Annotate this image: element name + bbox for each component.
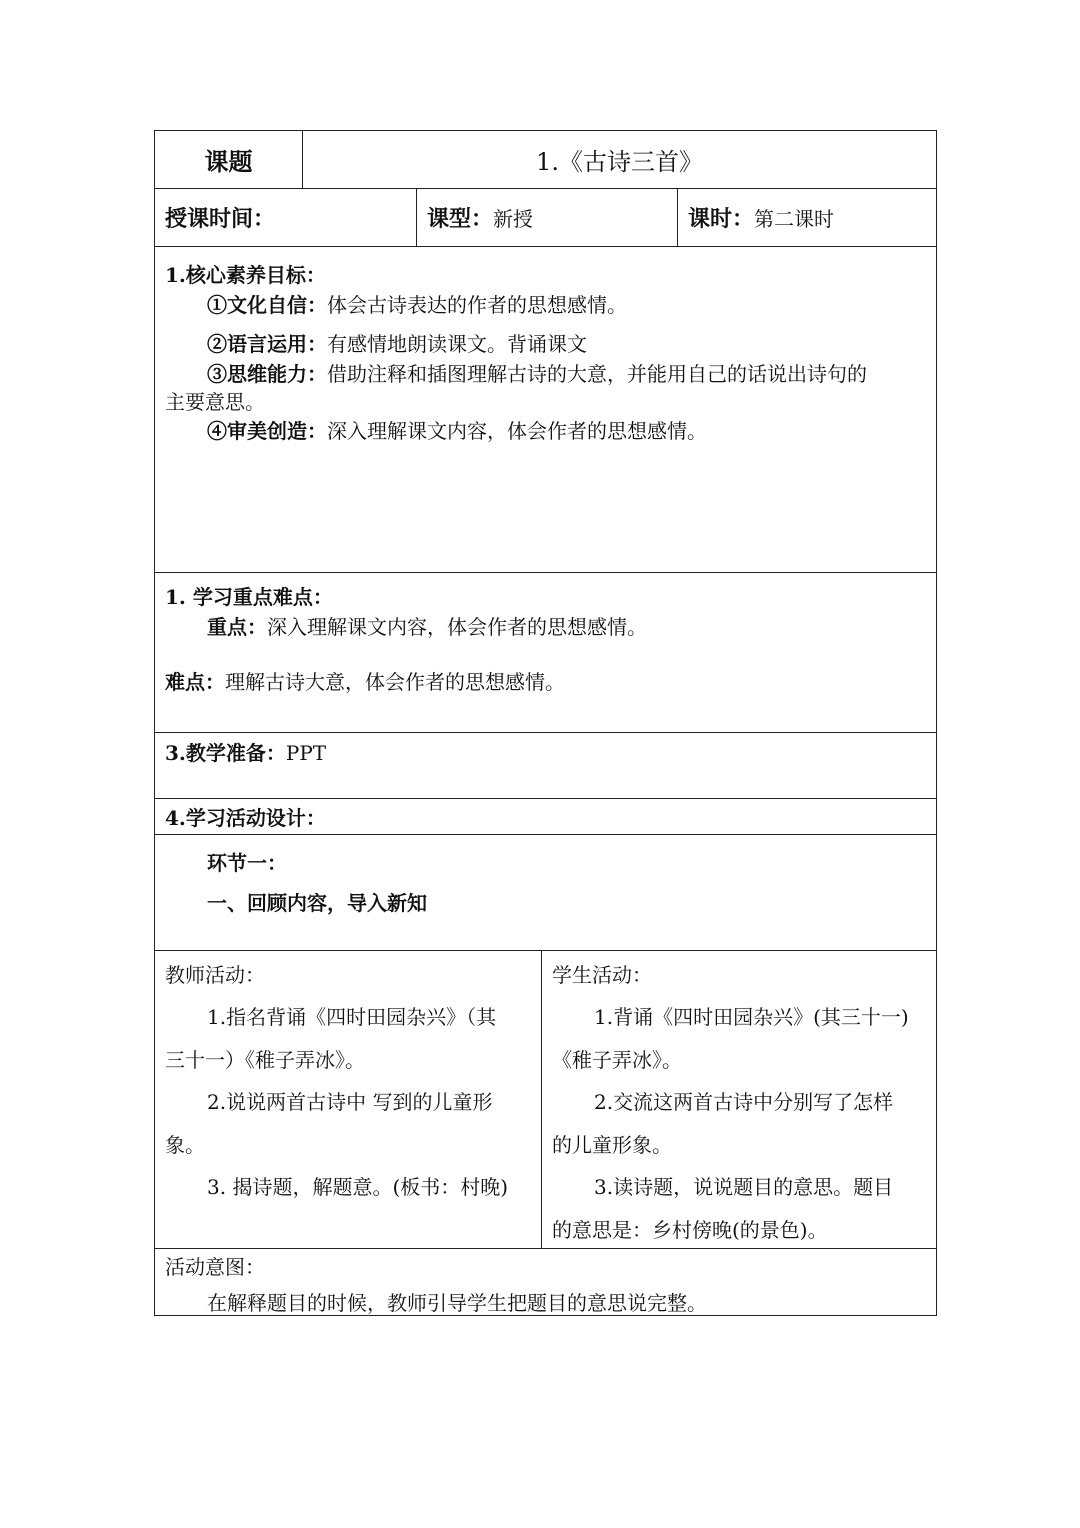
difficulty-label: 难点： <box>165 670 225 694</box>
meta-row <box>155 189 936 247</box>
design-title-row <box>155 799 936 835</box>
period-label: 课时： <box>688 206 755 232</box>
teacher-activity-line: 1.指名背诵《四时田园杂兴》（其 <box>207 1005 497 1029</box>
goal-label: ③思维能力： <box>207 362 327 386</box>
period-cell <box>677 189 936 246</box>
topic-value: 1.《古诗三首》 <box>302 131 936 188</box>
focus-line <box>207 611 647 640</box>
intent-title: 活动意图： <box>165 1255 265 1279</box>
teacher-activity-line: 三十一）《稚子弄冰》。 <box>165 1048 365 1072</box>
goal-item-continuation: 主要意思。 <box>165 390 265 414</box>
keypoints-row <box>155 573 936 733</box>
goal-text: 借助注释和插图理解古诗的大意，并能用自己的话说出诗句的 <box>327 362 867 386</box>
goal-label: ②语言运用： <box>207 332 327 356</box>
goal-item <box>207 289 627 318</box>
prep-line <box>165 737 326 766</box>
lesson-type-label: 课型： <box>427 206 494 232</box>
teaching-time-label: 授课时间： <box>165 206 276 232</box>
stage-title: 一、回顾内容，导入新知 <box>207 891 427 915</box>
goal-text: 深入理解课文内容，体会作者的思想感情。 <box>327 419 707 443</box>
lesson-type-cell <box>416 189 677 246</box>
stage-row <box>155 835 936 951</box>
stage-label: 环节一： <box>207 851 287 875</box>
student-activity-line: 的意思是：乡村傍晚(的景色)。 <box>552 1218 828 1242</box>
goal-item <box>207 328 587 357</box>
lesson-plan-table <box>154 130 937 1316</box>
focus-label: 重点： <box>207 615 267 639</box>
prep-row <box>155 733 936 799</box>
topic-row <box>155 131 936 189</box>
period-value: 第二课时 <box>754 207 835 231</box>
goal-item <box>207 415 707 444</box>
lesson-type-value: 新授 <box>493 207 534 231</box>
teacher-activity-line: 3. 揭诗题，解题意。(板书：村晚) <box>207 1175 509 1199</box>
difficulty-line <box>165 666 565 695</box>
student-activity-line: 《稚子弄冰》。 <box>552 1048 682 1072</box>
teacher-activity-line: 2.说说两首古诗中 写到的儿童形 <box>207 1090 493 1114</box>
student-activity-line: 1.背诵《四时田园杂兴》(其三十一) <box>594 1005 909 1029</box>
focus-text: 深入理解课文内容，体会作者的思想感情。 <box>267 615 647 639</box>
intent-row <box>155 1249 936 1317</box>
goal-text: 有感情地朗读课文。背诵课文 <box>327 332 587 356</box>
student-activity-line: 的儿童形象。 <box>552 1133 672 1157</box>
prep-value: PPT <box>285 741 327 765</box>
goal-text: 体会古诗表达的作者的思想感情。 <box>327 293 627 317</box>
keypoints-title: 1. 学习重点难点： <box>165 585 333 609</box>
student-activity-line: 2.交流这两首古诗中分别写了怎样 <box>594 1090 894 1114</box>
activities-row <box>155 951 936 1249</box>
difficulty-text: 理解古诗大意，体会作者的思想感情。 <box>225 670 565 694</box>
prep-label: 3.教学准备： <box>165 741 286 765</box>
teaching-time-cell <box>155 189 416 246</box>
student-activity-title: 学生活动： <box>552 963 652 987</box>
teacher-activity-cell <box>155 951 541 1248</box>
goal-label: ④审美创造： <box>207 419 327 443</box>
goal-item <box>207 358 867 387</box>
goal-label: ①文化自信： <box>207 293 327 317</box>
topic-label: 课题 <box>204 147 253 176</box>
goals-title: 1.核心素养目标： <box>165 263 326 287</box>
teacher-activity-line: 象。 <box>165 1133 205 1157</box>
intent-text: 在解释题目的时候，教师引导学生把题目的意思说完整。 <box>207 1291 707 1315</box>
student-activity-cell <box>541 951 936 1248</box>
design-title: 4.学习活动设计： <box>165 806 326 830</box>
teacher-activity-title: 教师活动： <box>165 963 265 987</box>
student-activity-line: 3.读诗题，说说题目的意思。题目 <box>594 1175 894 1199</box>
goals-row <box>155 247 936 573</box>
